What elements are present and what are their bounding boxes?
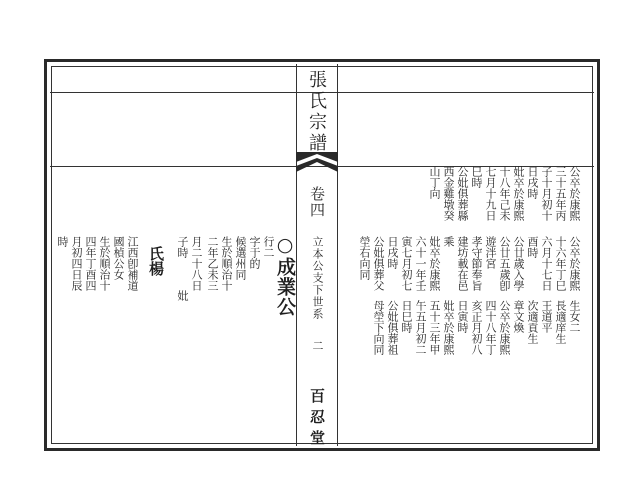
text-column: 六月十七日 (540, 236, 553, 291)
fish-tail-ornament (296, 152, 338, 184)
text-column: 候選州同 (234, 236, 247, 280)
text-column: 妣 (176, 290, 189, 301)
text-column: 二年乙未三 (206, 236, 219, 291)
text-column: 長適庠生 (554, 300, 567, 344)
text-column: 十八年己未 (498, 166, 511, 221)
text-column: 日戌時 (526, 166, 539, 199)
text-column: 公卒於康熙 (568, 166, 581, 221)
text-column: 生於順治十 (98, 236, 111, 291)
text-column: 公廿歲入學 (512, 236, 525, 291)
book-title: 張氏宗譜 (306, 70, 327, 154)
text-column: 酉時 (526, 236, 539, 258)
page-number: 二 (311, 340, 324, 352)
text-column: 公卒於康熙 (568, 236, 581, 291)
text-column: 公妣俱葬祖 (386, 300, 399, 355)
text-column: 西金雞墩癸 (442, 166, 455, 221)
text-column: 五十三年甲 (428, 300, 441, 355)
text-column: 山丁向 (428, 166, 441, 199)
text-column: 寅七月初七 (400, 236, 413, 291)
publisher-mark: 百忍堂 (308, 388, 326, 451)
text-column: 公廿五歲卽 (498, 236, 511, 291)
text-column: 王道平 (540, 300, 553, 333)
wife-heading: 氏楊 (147, 246, 165, 276)
text-column: 四年丁酉四 (84, 236, 97, 291)
text-column: 亥正月初八 (470, 300, 483, 355)
text-column: 字于的 (248, 236, 261, 269)
text-column: 子十月初十 (540, 166, 553, 221)
text-column: 章文煥 (512, 300, 525, 333)
text-column: 生女二 (568, 300, 581, 333)
text-column: 國楨公女 (112, 236, 125, 280)
text-column: 公妣俱葬父 (372, 236, 385, 291)
person-heading: ○成業公 (274, 234, 296, 317)
text-column: 孝守節奉旨 (470, 236, 483, 291)
text-column: 日巳時 (400, 300, 413, 333)
text-column: 十六年丁巳 (554, 236, 567, 291)
section-title: 立本公支下世系 (311, 236, 324, 320)
text-column: 四十八年丁 (484, 300, 497, 355)
text-column: 母塋下向同 (372, 300, 385, 355)
text-column: 午五月初二 (414, 300, 427, 355)
text-column: 子時 (176, 236, 189, 258)
text-column: 江西卽補道 (126, 236, 139, 291)
text-column: 妣卒於康熙 (512, 166, 525, 221)
text-column: 三十五年丙 (554, 166, 567, 221)
gutter-left-rule (296, 64, 297, 446)
text-column: 六十一年壬 (414, 236, 427, 291)
text-column: 七月十九日 (484, 166, 497, 221)
text-column: 遊泮宮 (484, 236, 497, 269)
text-column: 巳時 (470, 166, 483, 188)
text-column: 公卒於康熙 (498, 300, 511, 355)
text-column: 次適貢生 (526, 300, 539, 344)
text-column: 妣卒於康熙 (442, 300, 455, 355)
text-column: 乘 (442, 236, 455, 247)
text-column: 行二 (262, 236, 275, 258)
text-column: 月二十八日 (190, 236, 203, 291)
text-column: 日戌時 (386, 236, 399, 269)
text-column: 妣卒於康熙 (428, 236, 441, 291)
text-column: 月初四日辰 (70, 236, 83, 291)
text-column: 建坊載在邑 (456, 236, 469, 291)
text-column: 生於順治十 (220, 236, 233, 291)
text-column: 時 (56, 236, 69, 247)
text-column: 日寅時 (456, 300, 469, 333)
volume-label: 卷四 (308, 186, 326, 218)
gutter-right-rule (337, 64, 338, 446)
text-column: 塋右向同 (358, 236, 371, 280)
text-column: 公妣俱葬縣 (456, 166, 469, 221)
